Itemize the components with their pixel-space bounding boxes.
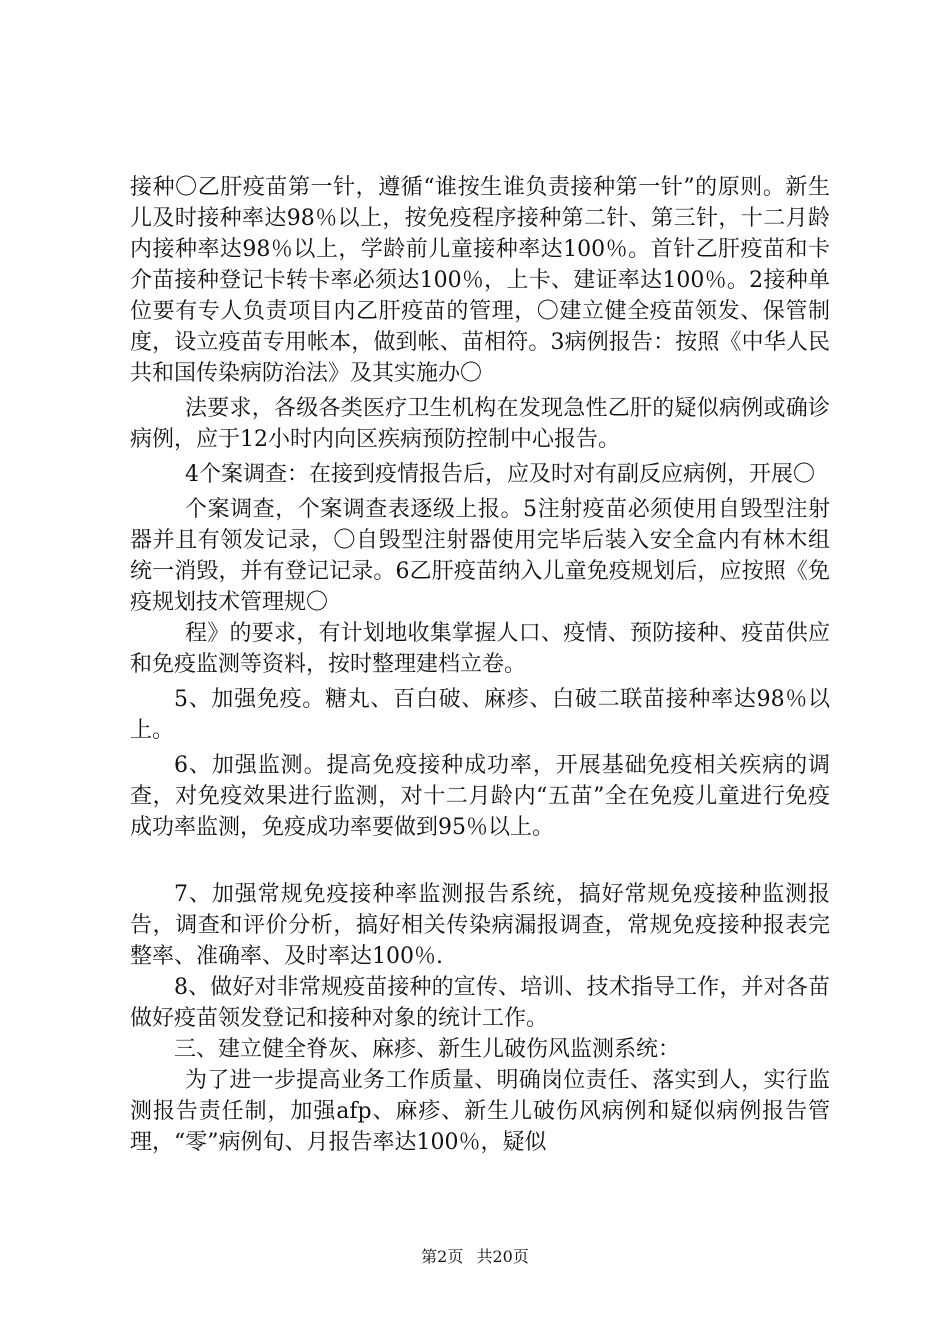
document-body	[130, 172, 830, 1158]
paragraph-1: 接种〇乙肝疫苗第一针，遵循“谁按生谁负责接种第一针”的原则。新生儿及时接种率达98％以上，按免疫程序接种第二针、第三针，十二月龄内接种率达98％以上，学龄前儿童接种率达100％。首针乙肝疫苗和卡介苗接种登记卡转卡率必须达100％，上卡、建证率达100％。2接种单位要有专人负责项目内乙肝疫苗的管理，〇建立健全疫苗领发、保管制度，设立疫苗专用帐本，做到帐、苗相符。3病例报告：按照《中华人民共和国传染病防治法》及其实施办〇	[130, 175, 830, 386]
page-footer	[0, 1244, 950, 1267]
page-total: 共20页	[476, 1247, 529, 1266]
paragraph-7: 6、加强监测。提高免疫接种成功率，开展基础免疫相关疾病的调查，对免疫效果进行监测，对十二月龄内“五苗”全在免疫儿童进行免疫成功率监测，免疫成功率要做到95％以上。	[130, 753, 830, 840]
paragraph-3: 4个案调查：在接到疫情报告后，应及时对有副反应病例，开展〇	[185, 462, 815, 487]
paragraph-11: 为了进一步提高业务工作质量、明确岗位责任、落实到人，实行监测报告责任制，加强afp、麻疹、新生儿破伤风病例和疑似病例报告管理，“零”病例旬、月报告率达100％，疑似	[130, 1068, 830, 1155]
paragraph-8: 7、加强常规免疫接种率监测报告系统，搞好常规免疫接种监测报告，调查和评价分析，搞好相关传染病漏报调查，常规免疫接种报表完整率、准确率、及时率达100％.	[130, 882, 830, 969]
paragraph-2: 法要求，各级各类医疗卫生机构在发现急性乙肝的疑似病例或确诊病例，应于12小时内向区疾病预防控制中心报告。	[130, 396, 830, 452]
paragraph-5: 程》的要求，有计划地收集掌握人口、疫情、预防接种、疫苗供应和免疫监测等资料，按时整理建档立卷。	[130, 621, 830, 677]
paragraph-10: 三、建立健全脊灰、麻疹、新生儿破伤风监测系统：	[174, 1037, 681, 1062]
paragraph-4: 个案调查，个案调查表逐级上报。5注射疫苗必须使用自毁型注射器并且有领发记录，〇自毁型注射器使用完毕后装入安全盒内有林木组统一消毁，并有登记记录。6乙肝疫苗纳入儿童免疫规划后，应按照《免疫规划技术管理规〇	[130, 497, 830, 615]
paragraph-9: 8、做好对非常规疫苗接种的宣传、培训、技术指导工作，并对各苗做好疫苗领发登记和接种对象的统计工作。	[130, 975, 830, 1031]
paragraph-6: 5、加强免疫。糖丸、百白破、麻疹、白破二联苗接种率达98％以上。	[130, 687, 830, 743]
page-number: 第2页	[421, 1247, 464, 1266]
